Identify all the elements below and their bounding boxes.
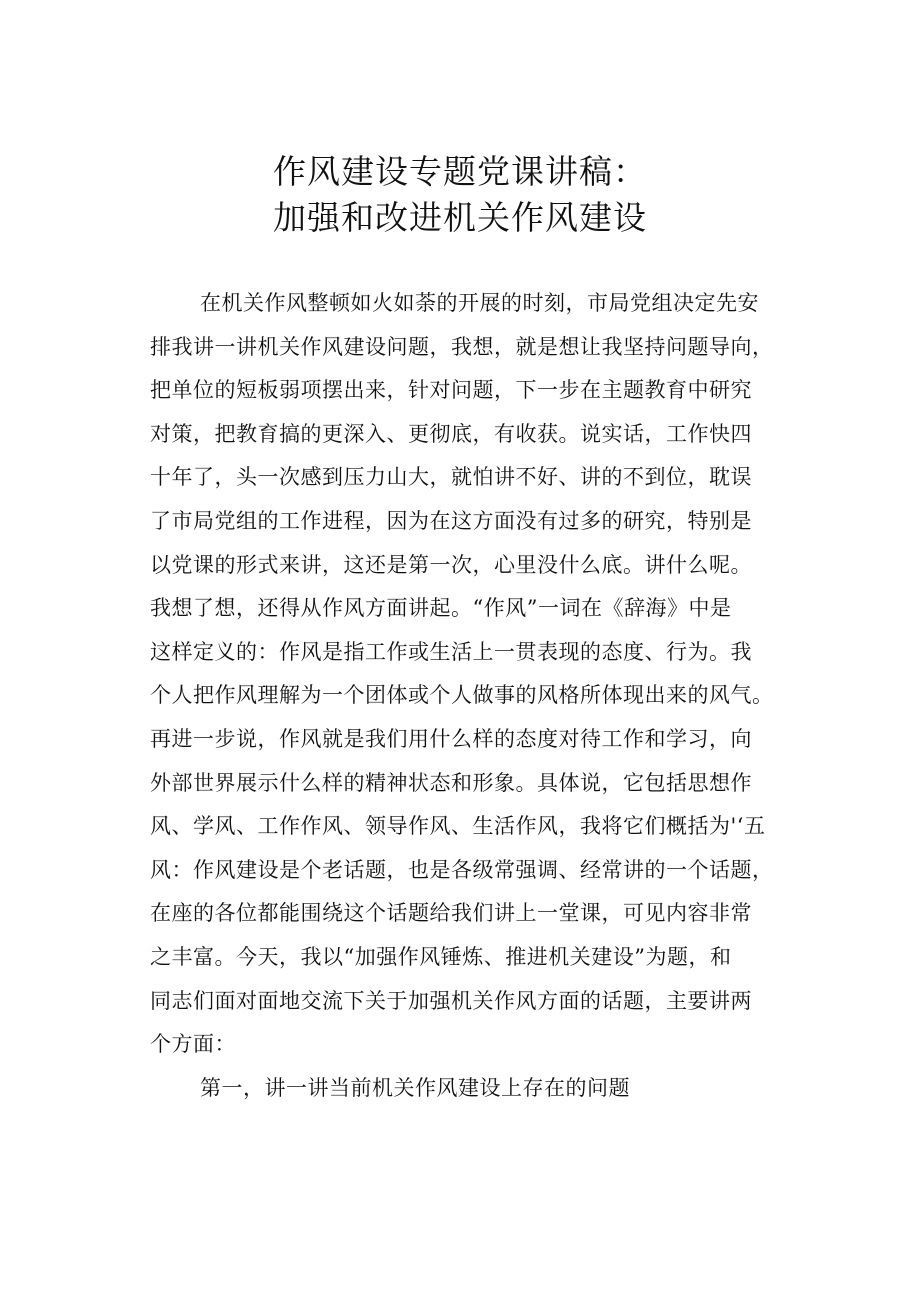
paragraph-line: 外部世界展示什么样的精神状态和形象。具体说，它包括思想作 bbox=[150, 770, 752, 795]
title-line-2: 加强和改进机关作风建设 bbox=[273, 198, 647, 237]
paragraph-line: 风、学风、工作作风、领导作风、生活作风，我将它们概括为'‘五 bbox=[150, 814, 766, 839]
title-line-1: 作风建设专题党课讲稿： bbox=[273, 152, 647, 191]
body-text bbox=[150, 282, 810, 1110]
paragraph-line: 在机关作风整顿如火如荼的开展的时刻，市局党组决定先安 bbox=[200, 291, 759, 315]
paragraph-line: 对策，把教育搞的更深入、更彻底，有收获。说实话，工作快四 bbox=[150, 421, 752, 446]
paragraph-line: 了市局党组的工作进程，因为在这方面没有过多的研究，特别是 bbox=[150, 508, 752, 533]
paragraph-line: 同志们面对面地交流下关于加强机关作风方面的话题，主要讲两 bbox=[150, 988, 752, 1013]
paragraph-line: 个方面： bbox=[150, 1032, 236, 1057]
paragraph-line: 排我讲一讲机关作风建设问题，我想，就是想让我坚持问题导向， bbox=[150, 334, 774, 359]
paragraph-line: 把单位的短板弱项摆出来，针对问题，下一步在主题教育中研究 bbox=[150, 378, 752, 403]
paragraph-line: 这样定义的：作风是指工作或生活上一贯表现的态度、行为。我 bbox=[150, 639, 752, 664]
paragraph-line: 个人把作风理解为一个团体或个人做事的风格所体现出来的风气。 bbox=[150, 683, 774, 708]
paragraph-line: 我想了想，还得从作风方面讲起。“作风”一词在《辞海》中是 bbox=[150, 596, 732, 621]
paragraph-line: 在座的各位都能围绕这个话题给我们讲上一堂课，可见内容非常 bbox=[150, 901, 752, 926]
paragraph-line: 之丰富。今天，我以“加强作风锤炼、推进机关建设”为题，和 bbox=[150, 944, 732, 969]
paragraph-line: 十年了，头一次感到压力山大，就怕讲不好、讲的不到位，耽误 bbox=[150, 465, 752, 490]
paragraph-line: 再进一步说，作风就是我们用什么样的态度对待工作和学习，向 bbox=[150, 726, 752, 751]
paragraph-line: 以党课的形式来讲，这还是第一次，心里没什么底。讲什么呢。 bbox=[150, 552, 752, 577]
paragraph-line: 风：作风建设是个老话题，也是各级常强调、经常讲的一个话题， bbox=[150, 857, 774, 882]
section-heading: 第一，讲一讲当前机关作风建设上存在的问题 bbox=[200, 1075, 630, 1100]
